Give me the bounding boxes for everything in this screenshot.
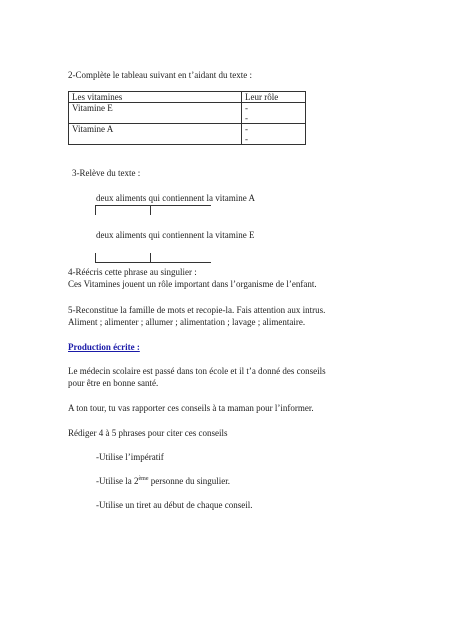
vitamin-table bbox=[68, 91, 306, 145]
q3-item-a: deux aliments qui contiennent la vitamine A bbox=[96, 193, 255, 203]
tip-second-person bbox=[96, 476, 230, 486]
role-dash: - bbox=[245, 113, 248, 123]
production-para2: A ton tour, tu vas rapporter ces conseils à ta maman pour l’informer. bbox=[68, 403, 314, 413]
blank-divider bbox=[150, 205, 151, 215]
answer-blank-a[interactable] bbox=[95, 205, 211, 215]
role-dash: - bbox=[245, 134, 248, 144]
tip-dash: -Utilise un tiret au début de chaque conseil. bbox=[96, 500, 253, 510]
table-cell-role[interactable] bbox=[242, 124, 306, 145]
blank-divider bbox=[150, 253, 151, 263]
blank-edge bbox=[95, 206, 96, 215]
tip-second-person-pre: -Utilise la 2 bbox=[96, 476, 139, 486]
role-dash: - bbox=[245, 124, 248, 134]
table-header-role: Leur rôle bbox=[242, 92, 306, 103]
q5-words: Aliment ; alimenter ; allumer ; alimentation ; lavage ; alimentaire. bbox=[68, 317, 306, 327]
q4-sentence: Ces Vitamines jouent un rôle important dans l’organisme de l’enfant. bbox=[68, 279, 317, 289]
production-para1-line1: Le médecin scolaire est passé dans ton école et il t’a donné des conseils bbox=[68, 366, 326, 376]
tip-second-person-post: personne du singulier. bbox=[148, 476, 230, 486]
tip-second-person-sup: ème bbox=[138, 476, 149, 482]
blank-edge bbox=[95, 253, 96, 262]
q4-title: 4-Réécris cette phrase au singulier : bbox=[68, 267, 197, 277]
table-cell-vitamin: Vitamine A bbox=[69, 124, 242, 145]
role-dash: - bbox=[245, 103, 248, 113]
tip-imperative: -Utilise l’impératif bbox=[96, 452, 164, 462]
q3-item-e: deux aliments qui contiennent la vitamine E bbox=[96, 230, 255, 240]
production-para3: Rédiger 4 à 5 phrases pour citer ces conseils bbox=[68, 428, 228, 438]
table-row bbox=[69, 103, 306, 124]
table-cell-vitamin: Vitamine E bbox=[69, 103, 242, 124]
table-header-vitamins: Les vitamines bbox=[69, 92, 242, 103]
q3-title: 3-Relève du texte : bbox=[72, 168, 141, 178]
table-header-row bbox=[69, 92, 306, 103]
q5-title: 5-Reconstitue la famille de mots et recopie-la. Fais attention aux intrus. bbox=[68, 305, 326, 315]
production-heading: Production écrite : bbox=[68, 342, 140, 352]
table-row bbox=[69, 124, 306, 145]
q2-title: 2-Complète le tableau suivant en t’aidant du texte : bbox=[68, 70, 252, 80]
production-para1-line2: pour être en bonne santé. bbox=[68, 378, 159, 388]
answer-blank-e[interactable] bbox=[95, 253, 211, 263]
table-cell-role[interactable] bbox=[242, 103, 306, 124]
